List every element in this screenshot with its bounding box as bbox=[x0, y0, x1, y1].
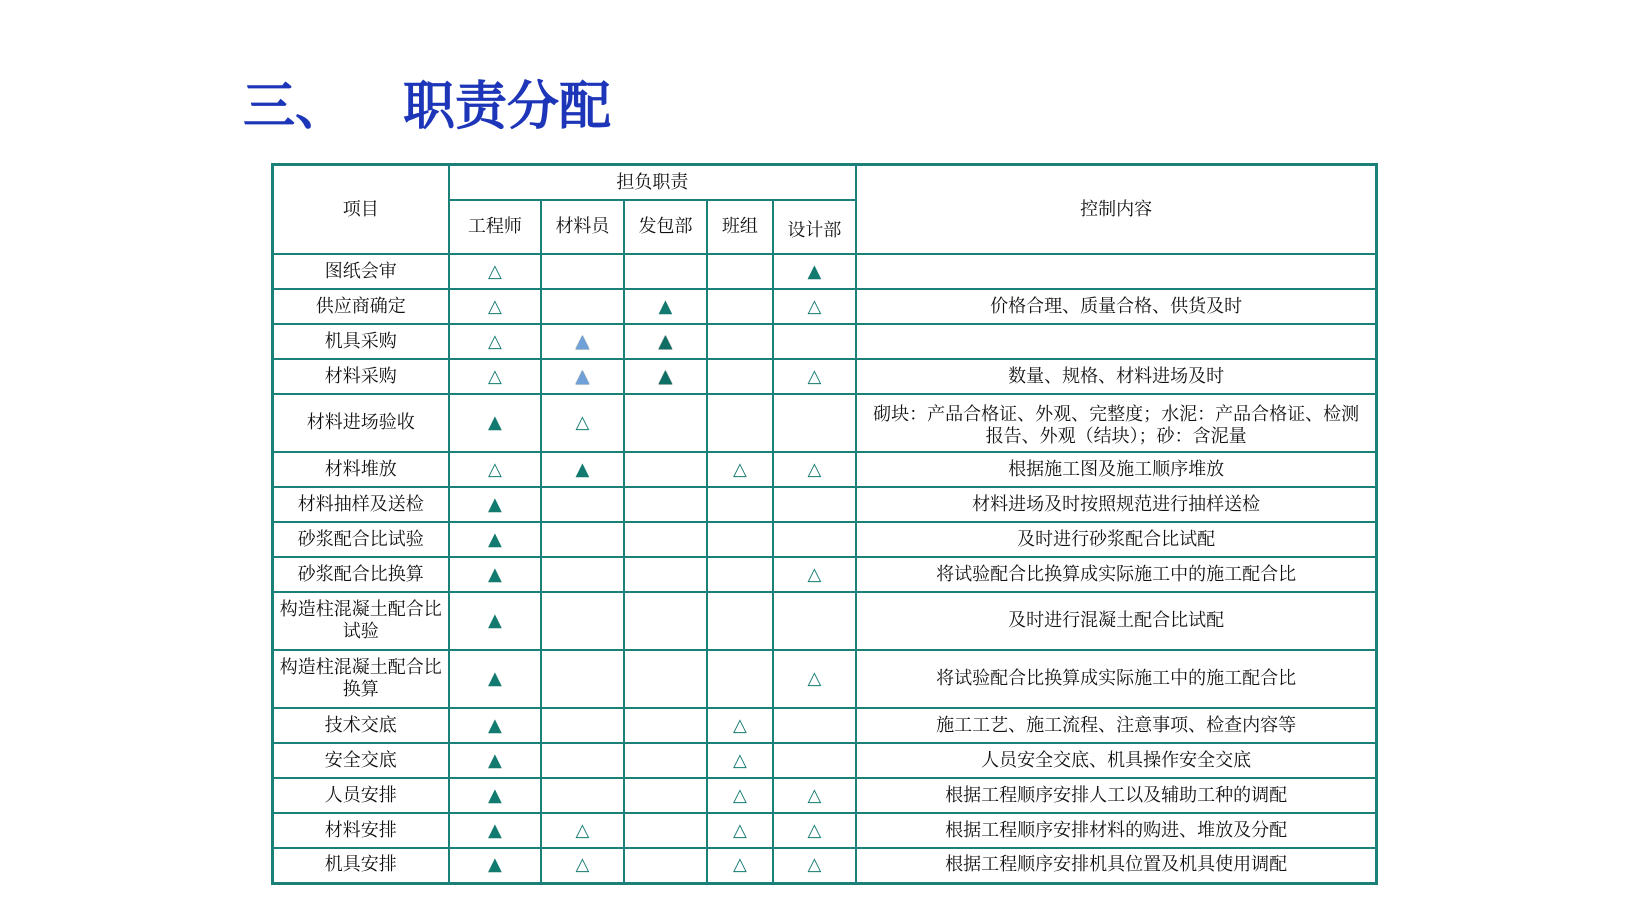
mark-cell-material-clerk bbox=[541, 592, 624, 650]
assist-marker: △ bbox=[487, 260, 502, 282]
mark-cell-contracting-dept bbox=[624, 254, 708, 289]
header-responsibility: 担负职责 bbox=[449, 165, 857, 201]
title-text: 职责分配 bbox=[403, 77, 612, 137]
table-row bbox=[273, 743, 1377, 778]
mark-cell-contracting-dept bbox=[624, 522, 708, 557]
mark-cell-engineer bbox=[449, 778, 542, 813]
mark-cell-engineer bbox=[449, 324, 542, 359]
row-item: 构造柱混凝土配合比换算 bbox=[273, 650, 449, 708]
lead-marker: ▲ bbox=[487, 668, 502, 689]
mark-cell-engineer bbox=[449, 650, 542, 708]
mark-cell-material-clerk bbox=[541, 557, 624, 592]
mark-cell-design-dept bbox=[773, 487, 857, 522]
row-control-content: 将试验配合比换算成实际施工中的施工配合比 bbox=[856, 650, 1376, 708]
page-title bbox=[243, 72, 611, 142]
table-row bbox=[273, 708, 1377, 743]
mark-cell-contracting-dept bbox=[624, 813, 708, 848]
mark-cell-design-dept bbox=[773, 324, 857, 359]
mark-cell-design-dept bbox=[773, 848, 857, 883]
mark-cell-material-clerk bbox=[541, 813, 624, 848]
mark-cell-material-clerk bbox=[541, 324, 624, 359]
table-row bbox=[273, 557, 1377, 592]
assist-marker: △ bbox=[575, 819, 590, 841]
table-row bbox=[273, 522, 1377, 557]
row-item: 机具采购 bbox=[273, 324, 449, 359]
assist-marker: △ bbox=[733, 854, 747, 876]
lead-marker: ▲ bbox=[575, 365, 590, 387]
row-item: 供应商确定 bbox=[273, 289, 449, 324]
mark-cell-engineer bbox=[449, 254, 542, 289]
mark-cell-contracting-dept bbox=[624, 743, 708, 778]
table-row bbox=[273, 487, 1377, 522]
row-item: 机具安排 bbox=[273, 848, 449, 883]
row-item: 材料进场验收 bbox=[273, 394, 449, 452]
lead-marker: ▲ bbox=[658, 365, 673, 387]
mark-cell-design-dept bbox=[773, 557, 857, 592]
lead-marker: ▲ bbox=[487, 854, 502, 876]
mark-cell-contracting-dept bbox=[624, 394, 708, 452]
row-item: 安全交底 bbox=[273, 743, 449, 778]
lead-marker: ▲ bbox=[658, 295, 673, 317]
mark-cell-design-dept bbox=[773, 394, 857, 452]
assist-marker: △ bbox=[733, 819, 747, 841]
row-control-content: 将试验配合比换算成实际施工中的施工配合比 bbox=[856, 557, 1376, 592]
mark-cell-material-clerk bbox=[541, 522, 624, 557]
mark-cell-design-dept bbox=[773, 289, 857, 324]
mark-cell-contracting-dept bbox=[624, 324, 708, 359]
mark-cell-contracting-dept bbox=[624, 557, 708, 592]
lead-marker: ▲ bbox=[487, 412, 502, 433]
mark-cell-team bbox=[707, 394, 772, 452]
mark-cell-team bbox=[707, 522, 772, 557]
mark-cell-team bbox=[707, 359, 772, 394]
mark-cell-team bbox=[707, 452, 772, 487]
header-control: 控制内容 bbox=[856, 165, 1376, 255]
mark-cell-team bbox=[707, 289, 772, 324]
assist-marker: △ bbox=[807, 854, 822, 876]
row-control-content: 施工工艺、施工流程、注意事项、检查内容等 bbox=[856, 708, 1376, 743]
lead-marker: ▲ bbox=[487, 493, 502, 515]
lead-marker: ▲ bbox=[487, 714, 502, 736]
mark-cell-material-clerk bbox=[541, 743, 624, 778]
mark-cell-engineer bbox=[449, 848, 542, 883]
assist-marker: △ bbox=[807, 563, 822, 585]
row-control-content: 人员安全交底、机具操作安全交底 bbox=[856, 743, 1376, 778]
mark-cell-contracting-dept bbox=[624, 452, 708, 487]
mark-cell-team bbox=[707, 708, 772, 743]
assist-marker: △ bbox=[807, 365, 822, 387]
row-item: 砂浆配合比换算 bbox=[273, 557, 449, 592]
assist-marker: △ bbox=[807, 668, 822, 689]
mark-cell-team bbox=[707, 324, 772, 359]
mark-cell-material-clerk bbox=[541, 848, 624, 883]
row-control-content: 材料进场及时按照规范进行抽样送检 bbox=[856, 487, 1376, 522]
mark-cell-contracting-dept bbox=[624, 848, 708, 883]
row-control-content: 数量、规格、材料进场及时 bbox=[856, 359, 1376, 394]
row-control-content: 根据工程顺序安排机具位置及机具使用调配 bbox=[856, 848, 1376, 883]
mark-cell-engineer bbox=[449, 289, 542, 324]
lead-marker: ▲ bbox=[487, 528, 502, 550]
row-control-content: 砌块：产品合格证、外观、完整度；水泥：产品合格证、检测报告、外观（结块）；砂：含泥量 bbox=[856, 394, 1376, 452]
mark-cell-engineer bbox=[449, 394, 542, 452]
assist-marker: △ bbox=[575, 854, 590, 876]
mark-cell-material-clerk bbox=[541, 778, 624, 813]
title-number: 三、 bbox=[243, 77, 348, 137]
table-row bbox=[273, 650, 1377, 708]
assist-marker: △ bbox=[807, 295, 822, 317]
row-control-content bbox=[856, 254, 1376, 289]
row-item: 砂浆配合比试验 bbox=[273, 522, 449, 557]
mark-cell-design-dept bbox=[773, 708, 857, 743]
assist-marker: △ bbox=[487, 295, 502, 317]
mark-cell-material-clerk bbox=[541, 394, 624, 452]
row-control-content bbox=[856, 324, 1376, 359]
lead-marker: ▲ bbox=[575, 330, 590, 352]
mark-cell-contracting-dept bbox=[624, 778, 708, 813]
assist-marker: △ bbox=[487, 365, 502, 387]
mark-cell-engineer bbox=[449, 359, 542, 394]
row-item: 材料抽样及送检 bbox=[273, 487, 449, 522]
mark-cell-contracting-dept bbox=[624, 359, 708, 394]
mark-cell-team bbox=[707, 487, 772, 522]
assist-marker: △ bbox=[733, 714, 747, 736]
responsibility-table bbox=[271, 163, 1378, 885]
assist-marker: △ bbox=[807, 458, 822, 480]
mark-cell-engineer bbox=[449, 813, 542, 848]
row-control-content: 根据工程顺序安排人工以及辅助工种的调配 bbox=[856, 778, 1376, 813]
mark-cell-engineer bbox=[449, 487, 542, 522]
mark-cell-engineer bbox=[449, 452, 542, 487]
header-role-team: 班组 bbox=[707, 200, 772, 254]
mark-cell-team bbox=[707, 848, 772, 883]
mark-cell-design-dept bbox=[773, 522, 857, 557]
mark-cell-material-clerk bbox=[541, 708, 624, 743]
table-row bbox=[273, 592, 1377, 650]
header-row-1 bbox=[273, 165, 1377, 201]
assist-marker: △ bbox=[487, 330, 502, 352]
assist-marker: △ bbox=[733, 749, 747, 771]
table-row bbox=[273, 254, 1377, 289]
row-item: 材料安排 bbox=[273, 813, 449, 848]
row-item: 人员安排 bbox=[273, 778, 449, 813]
table-row bbox=[273, 394, 1377, 452]
mark-cell-design-dept bbox=[773, 254, 857, 289]
table-row bbox=[273, 778, 1377, 813]
mark-cell-material-clerk bbox=[541, 487, 624, 522]
lead-marker: ▲ bbox=[658, 330, 673, 352]
mark-cell-team bbox=[707, 813, 772, 848]
mark-cell-design-dept bbox=[773, 743, 857, 778]
mark-cell-engineer bbox=[449, 592, 542, 650]
row-control-content: 根据工程顺序安排材料的购进、堆放及分配 bbox=[856, 813, 1376, 848]
header-item: 项目 bbox=[273, 165, 449, 255]
mark-cell-engineer bbox=[449, 557, 542, 592]
mark-cell-team bbox=[707, 557, 772, 592]
assist-marker: △ bbox=[807, 784, 822, 806]
mark-cell-team bbox=[707, 743, 772, 778]
table-row bbox=[273, 324, 1377, 359]
mark-cell-team bbox=[707, 254, 772, 289]
assist-marker: △ bbox=[733, 458, 747, 480]
assist-marker: △ bbox=[807, 819, 822, 841]
lead-marker: ▲ bbox=[487, 749, 502, 771]
table-row bbox=[273, 289, 1377, 324]
lead-marker: ▲ bbox=[487, 784, 502, 806]
mark-cell-team bbox=[707, 778, 772, 813]
mark-cell-material-clerk bbox=[541, 452, 624, 487]
lead-marker: ▲ bbox=[575, 458, 590, 480]
mark-cell-design-dept bbox=[773, 778, 857, 813]
row-control-content: 及时进行砂浆配合比试配 bbox=[856, 522, 1376, 557]
mark-cell-contracting-dept bbox=[624, 592, 708, 650]
mark-cell-contracting-dept bbox=[624, 650, 708, 708]
table-row bbox=[273, 359, 1377, 394]
mark-cell-design-dept bbox=[773, 592, 857, 650]
mark-cell-material-clerk bbox=[541, 650, 624, 708]
assist-marker: △ bbox=[733, 784, 747, 806]
row-item: 图纸会审 bbox=[273, 254, 449, 289]
row-item: 构造柱混凝土配合比试验 bbox=[273, 592, 449, 650]
row-control-content: 及时进行混凝土配合比试配 bbox=[856, 592, 1376, 650]
mark-cell-engineer bbox=[449, 708, 542, 743]
row-control-content: 根据施工图及施工顺序堆放 bbox=[856, 452, 1376, 487]
mark-cell-design-dept bbox=[773, 359, 857, 394]
row-item: 材料堆放 bbox=[273, 452, 449, 487]
assist-marker: △ bbox=[575, 412, 590, 433]
table-row bbox=[273, 848, 1377, 883]
header-role-material-clerk: 材料员 bbox=[541, 200, 624, 254]
mark-cell-contracting-dept bbox=[624, 487, 708, 522]
lead-marker: ▲ bbox=[487, 563, 502, 585]
mark-cell-design-dept bbox=[773, 813, 857, 848]
row-item: 技术交底 bbox=[273, 708, 449, 743]
mark-cell-team bbox=[707, 592, 772, 650]
mark-cell-design-dept bbox=[773, 650, 857, 708]
row-item: 材料采购 bbox=[273, 359, 449, 394]
mark-cell-engineer bbox=[449, 743, 542, 778]
assist-marker: △ bbox=[487, 458, 502, 480]
table-row bbox=[273, 452, 1377, 487]
mark-cell-material-clerk bbox=[541, 359, 624, 394]
mark-cell-material-clerk bbox=[541, 289, 624, 324]
mark-cell-team bbox=[707, 650, 772, 708]
mark-cell-material-clerk bbox=[541, 254, 624, 289]
header-role-engineer: 工程师 bbox=[449, 200, 542, 254]
mark-cell-contracting-dept bbox=[624, 289, 708, 324]
table-row bbox=[273, 813, 1377, 848]
mark-cell-engineer bbox=[449, 522, 542, 557]
header-role-contracting-dept: 发包部 bbox=[624, 200, 708, 254]
row-control-content: 价格合理、质量合格、供货及时 bbox=[856, 289, 1376, 324]
mark-cell-contracting-dept bbox=[624, 708, 708, 743]
lead-marker: ▲ bbox=[487, 819, 502, 841]
header-role-design-dept: 设计部 bbox=[773, 200, 857, 254]
lead-marker: ▲ bbox=[487, 610, 502, 631]
lead-marker: ▲ bbox=[807, 260, 822, 282]
mark-cell-design-dept bbox=[773, 452, 857, 487]
